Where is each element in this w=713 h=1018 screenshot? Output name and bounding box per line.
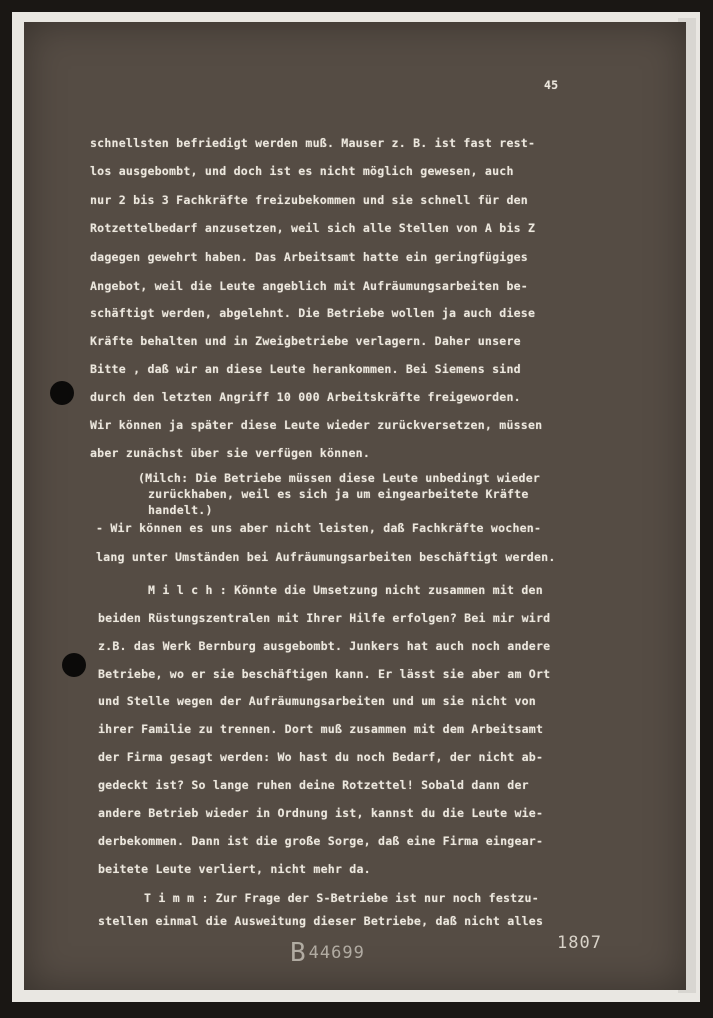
text-line: andere Betrieb wieder in Ordnung ist, kannst du die Leute wie-: [98, 806, 544, 820]
document-number: 1807: [557, 933, 602, 953]
text-line: schnellsten befriedigt werden muß. Mauser z. B. ist fast rest-: [90, 136, 536, 150]
text-line: los ausgebombt, und doch ist es nicht möglich gewesen, auch: [90, 164, 514, 178]
text-line: Kräfte behalten und in Zweigbetriebe verlagern. Daher unsere: [90, 334, 521, 348]
punch-hole-top: [50, 381, 74, 405]
text-line: lang unter Umständen bei Aufräumungsarbeiten beschäftigt werden.: [96, 550, 556, 564]
page-number: 45: [544, 78, 559, 92]
text-line: z.B. das Werk Bernburg ausgebombt. Junkers hat auch noch andere: [98, 639, 551, 653]
speaker-line: T i m m : Zur Frage der S-Betriebe ist nur noch festzu-: [144, 891, 539, 905]
text-line: und Stelle wegen der Aufräumungsarbeiten und um sie nicht von: [98, 694, 536, 708]
stamp-number: 44699: [308, 943, 365, 963]
interjection-line: handelt.): [148, 503, 213, 517]
text-line: durch den letzten Angriff 10 000 Arbeitskräfte freigeworden.: [90, 390, 521, 404]
interjection-line: (Milch: Die Betriebe müssen diese Leute unbedingt wieder: [138, 471, 541, 485]
text-line: ihrer Familie zu trennen. Dort muß zusammen mit dem Arbeitsamt: [98, 722, 544, 736]
punch-hole-bottom: [62, 653, 86, 677]
stamp-letter: B: [290, 938, 307, 968]
text-line: Angebot, weil die Leute angeblich mit Aufräumungsarbeiten be-: [90, 279, 528, 293]
speaker-line: M i l c h : Könnte die Umsetzung nicht zusammen mit den: [148, 583, 543, 597]
text-line: derbekommen. Dann ist die große Sorge, daß eine Firma eingear-: [98, 834, 544, 848]
text-line: stellen einmal die Ausweitung dieser Betriebe, daß nicht alles: [98, 914, 544, 928]
text-line: Betriebe, wo er sie beschäftigen kann. Er lässt sie aber am Ort: [98, 667, 551, 681]
text-line: gedeckt ist? So lange ruhen deine Rotzettel! Sobald dann der: [98, 778, 529, 792]
text-line: schäftigt werden, abgelehnt. Die Betriebe wollen ja auch diese: [90, 306, 536, 320]
text-line: der Firma gesagt werden: Wo hast du noch Bedarf, der nicht ab-: [98, 750, 544, 764]
interjection-line: zurückhaben, weil es sich ja um eingearbeitete Kräfte: [148, 487, 529, 501]
text-line: - Wir können es uns aber nicht leisten, daß Fachkräfte wochen-: [96, 521, 542, 535]
text-line: aber zunächst über sie verfügen können.: [90, 446, 371, 460]
text-line: nur 2 bis 3 Fachkräfte freizubekommen und sie schnell für den: [90, 193, 528, 207]
text-line: Wir können ja später diese Leute wieder zurückversetzen, müssen: [90, 418, 543, 432]
text-line: beitete Leute verliert, nicht mehr da.: [98, 862, 371, 876]
text-line: Bitte , daß wir an diese Leute herankommen. Bei Siemens sind: [90, 362, 521, 376]
archive-stamp: [290, 938, 365, 968]
text-line: Rotzettelbedarf anzusetzen, weil sich alle Stellen von A bis Z: [90, 221, 536, 235]
text-line: dagegen gewehrt haben. Das Arbeitsamt hatte ein geringfügiges: [90, 250, 528, 264]
text-line: beiden Rüstungszentralen mit Ihrer Hilfe erfolgen? Bei mir wird: [98, 611, 551, 625]
